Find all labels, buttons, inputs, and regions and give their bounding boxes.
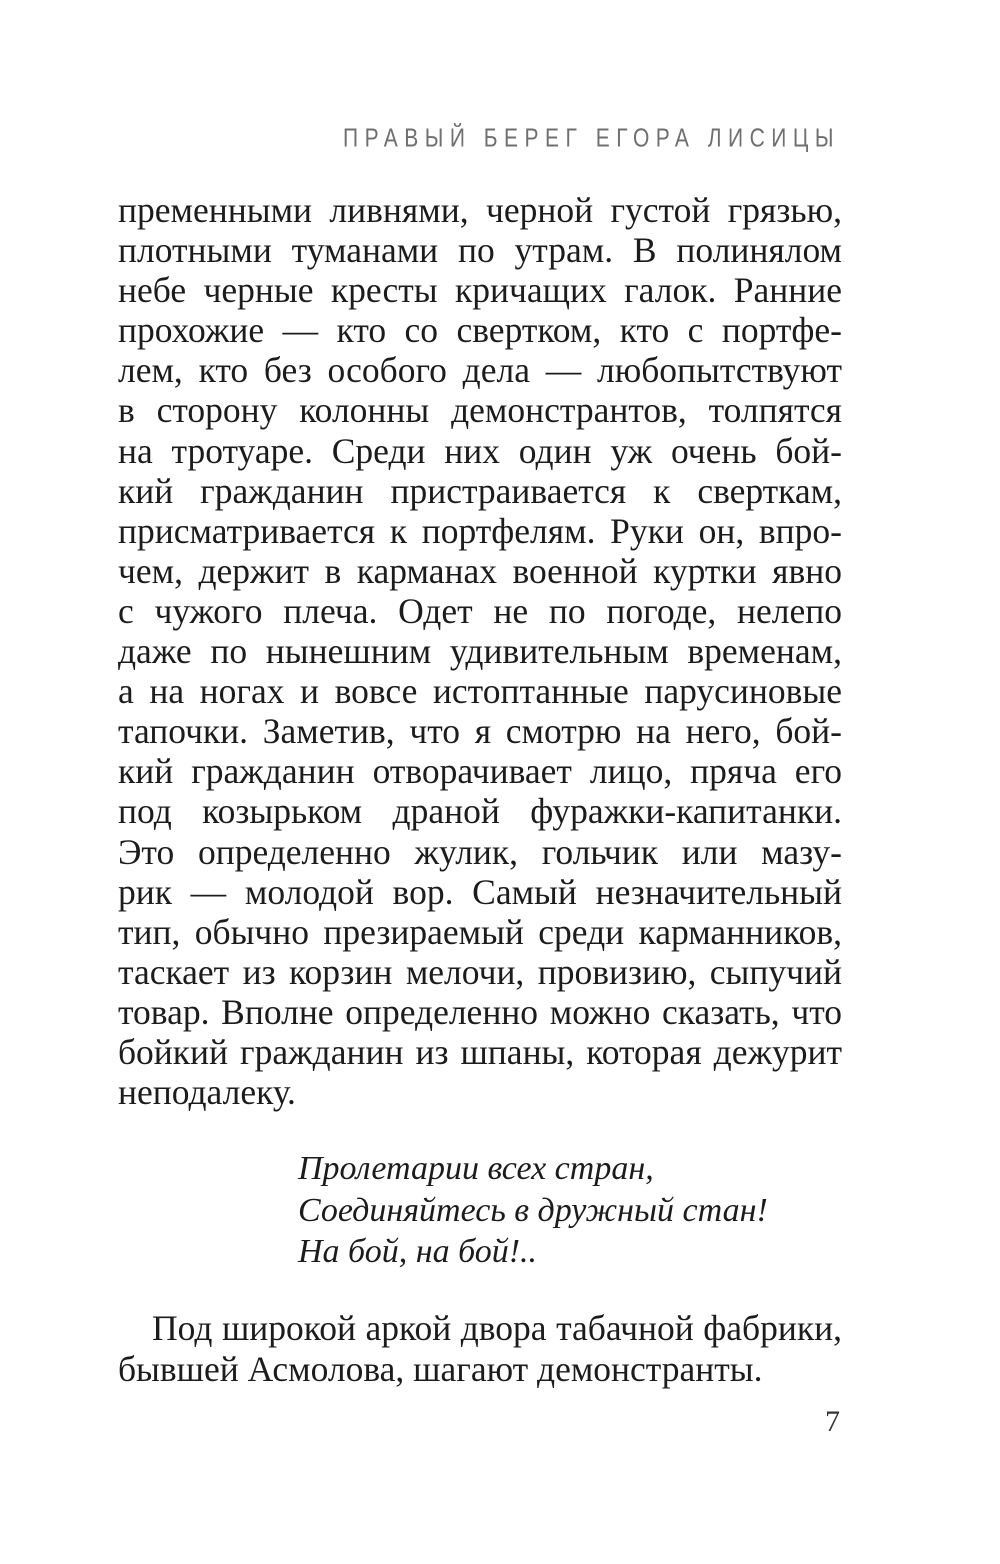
page-number: 7	[825, 1405, 840, 1438]
text-line: даже по нынешним удивительным временам,	[118, 631, 842, 672]
text-line: рик — молодой вор. Самый незначительный	[118, 871, 842, 912]
text-line: тип, обычно презираемый среди карманников,	[118, 911, 842, 952]
text-line: неподалеку.	[118, 1072, 296, 1113]
text-line: бывшей Асмолова, шагают демонстранты.	[118, 1349, 763, 1389]
text-line: кий гражданин пристраивается к сверткам,	[118, 470, 842, 511]
text-line: тапочки. Заметив, что я смотрю на него, бой-	[118, 711, 842, 752]
text-line: а на ногах и вовсе истоптанные парусиновые	[118, 671, 842, 712]
verse-line: Соединяйтесь в дружный стан!	[298, 1191, 768, 1229]
text-line: лем, кто без особого дела — любопытствуют	[118, 350, 842, 391]
main-paragraph	[118, 190, 842, 1112]
text-line: бойкий гражданин из шпаны, которая дежурит	[118, 1031, 842, 1072]
text-line: под козырьком драной фуражки-капитанки.	[118, 791, 842, 832]
text-line: в сторону колонны демонстрантов, толпятся	[118, 390, 842, 431]
text-line: таскает из корзин мелочи, провизию, сыпучий	[118, 951, 842, 992]
text-line: на тротуаре. Среди них один уж очень бой-	[118, 430, 842, 471]
verse-line: На бой, на бой!..	[298, 1233, 538, 1270]
text-line: товар. Вполне определенно можно сказать, что	[118, 991, 842, 1032]
text-line: чем, держит в карманах военной куртки явно	[118, 550, 842, 591]
text-line: плотными туманами по утрам. В полинялом	[118, 230, 842, 271]
text-line: с чужого плеча. Одет не по погоде, нелепо	[118, 590, 842, 631]
text-line: прохожие — кто со свертком, кто с портфе-	[118, 310, 842, 351]
closing-paragraph	[118, 1308, 842, 1390]
running-header: ПРАВЫЙ БЕРЕГ ЕГОРА ЛИСИЦЫ	[343, 124, 840, 153]
text-line: присматривается к портфелям. Руки он, впро-	[118, 510, 842, 551]
text-line: Под широкой аркой двора табачной фабрики,	[152, 1308, 842, 1348]
verse-line: Пролетарии всех стран,	[298, 1150, 654, 1187]
text-line: пременными ливнями, черной густой грязью,	[118, 190, 842, 230]
text-line: небе черные кресты кричащих галок. Ранние	[118, 270, 842, 311]
text-line: кий гражданин отворачивает лицо, пряча его	[118, 751, 842, 792]
text-line: Это определенно жулик, гольчик или мазу-	[118, 831, 842, 872]
verse-quote	[298, 1148, 768, 1273]
